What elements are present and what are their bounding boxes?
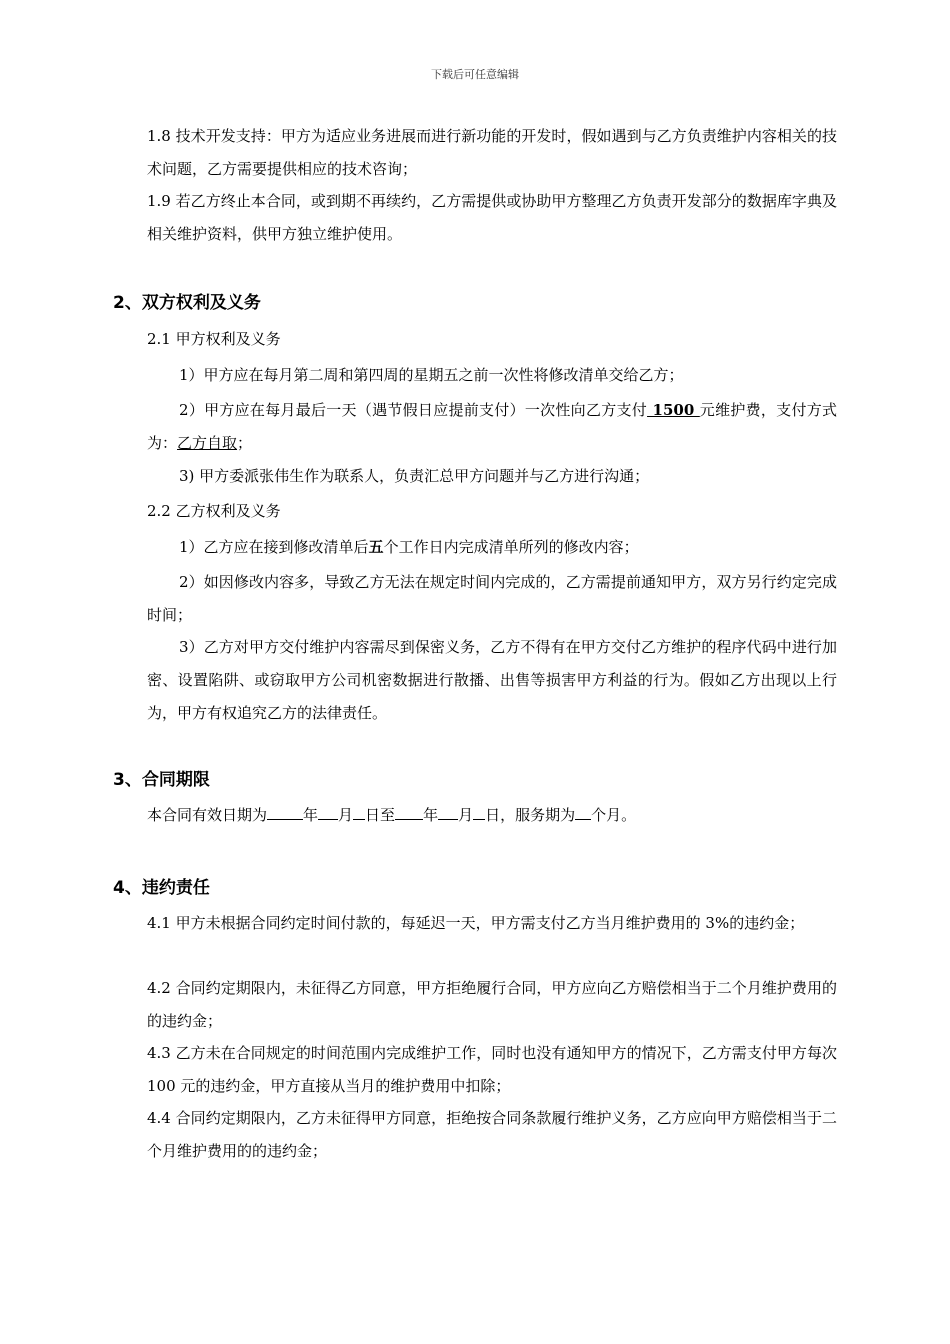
clause-1-9: 1.9 若乙方终止本合同，或到期不再续约，乙方需提供或协助甲方整理乙方负责开发部分的数据库字典及相关维护资料，供甲方独立维护使用。 [147,192,837,243]
clause-4-2: 4.2 合同约定期限内，未征得乙方同意，甲方拒绝履行合同，甲方应向乙方赔偿相当于二个月维护费用的的违约金； [147,979,837,1030]
clause-2-2-3: 3）乙方对甲方交付维护内容需尽到保密义务，乙方不得有在甲方交付乙方维护的程序代码中进行加密、设置陷阱、或窃取甲方公司机密数据进行散播、出售等损害甲方利益的行为。假如乙方出现以上行为，甲方有权追究乙方的法律责任。 [147,638,837,722]
period-text-2: 年 [303,806,319,824]
end-day-blank [473,804,485,820]
clause-2-2-1-post: 个工作日内完成清单所列的修改内容； [383,538,639,556]
end-year-blank [395,804,423,820]
section-3-heading: 3、合同期限 [113,770,210,790]
start-month-blank [318,804,338,820]
months-blank [575,804,591,820]
workdays-count: 五 [368,538,384,556]
clause-2-2-1-pre: 1）乙方应在接到修改清单后 [179,538,369,556]
clause-4-1: 4.1 甲方未根据合同约定时间付款的，每延迟一天，甲方需支付乙方当月维护费用的 3%的违约金； [147,914,805,932]
clause-2-2-title: 2.2 乙方权利及义务 [147,502,281,520]
clause-2-1-title: 2.1 甲方权利及义务 [147,330,281,348]
clause-2-1-2-text-end: ； [237,434,253,452]
page-header: 下载后可任意编辑 [431,68,519,81]
clause-1-8: 1.8 技术开发支持：甲方为适应业务进展而进行新功能的开发时，假如遇到与乙方负责维护内容相关的技术问题，乙方需要提供相应的技术咨询； [147,127,837,178]
clause-2-1-3: 3) 甲方委派张伟生作为联系人，负责汇总甲方问题并与乙方进行沟通； [179,467,650,485]
clause-2-1-1: 1）甲方应在每月第二周和第四周的星期五之前一次性将修改清单交给乙方； [179,366,684,384]
contract-period [147,799,837,832]
clause-2-2-1 [147,531,837,564]
clause-2-1-2 [147,394,837,460]
clause-4-3: 4.3 乙方未在合同规定的时间范围内完成维护工作，同时也没有通知甲方的情况下，乙方需支付甲方每次 100 元的违约金，甲方直接从当月的维护费用中扣除； [147,1044,837,1095]
start-year-blank [267,804,303,820]
clause-2-2-2: 2）如因修改内容多，导致乙方无法在规定时间内完成的，乙方需提前通知甲方，双方另行约定完成时间； [147,573,837,624]
period-text-6: 月 [458,806,474,824]
period-text-8: 个月。 [591,806,637,824]
period-text-3: 月 [338,806,354,824]
section-4-heading: 4、违约责任 [113,878,210,898]
fee-amount: 1500 [647,401,700,419]
end-month-blank [438,804,458,820]
period-text-5: 年 [423,806,439,824]
payment-method: 乙方自取 [177,434,238,452]
period-text-4: 日至 [365,806,396,824]
clause-2-1-2-text: 2）甲方应在每月最后一天（遇节假日应提前支付）一次性向乙方支付 [179,401,648,419]
clause-4-4: 4.4 合同约定期限内，乙方未征得甲方同意，拒绝按合同条款履行维护义务，乙方应向甲方赔偿相当于二个月维护费用的的违约金； [147,1109,837,1160]
section-2-heading: 2、双方权利及义务 [113,293,261,313]
period-text-7: 日，服务期为 [485,806,576,824]
period-text-1: 本合同有效日期为 [147,806,268,824]
start-day-blank [353,804,365,820]
clause-2-1-2-text-mid: 元维护费，支付方式为： [147,401,837,452]
